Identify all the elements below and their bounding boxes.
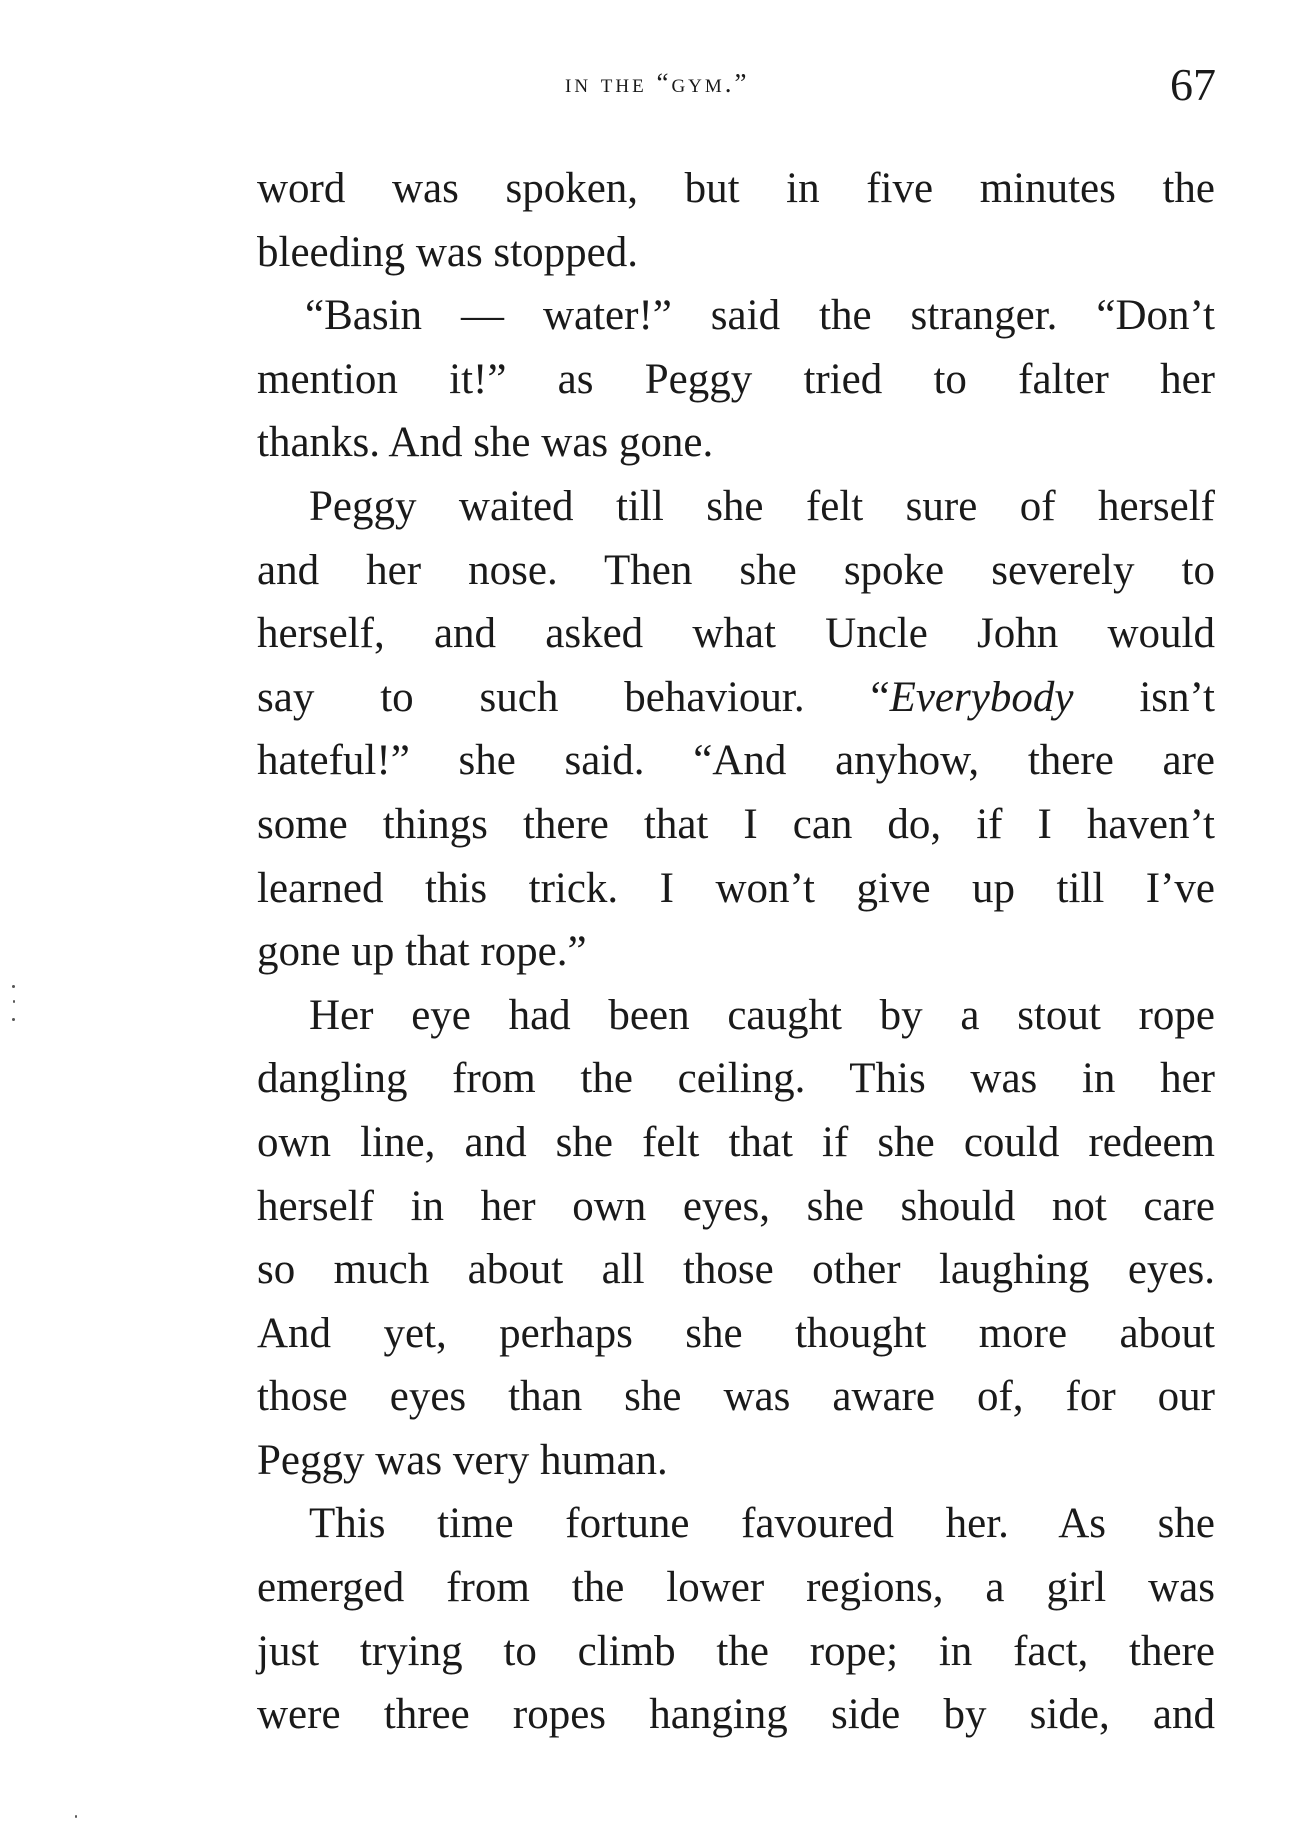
- page-number: 67: [1170, 59, 1216, 110]
- paragraph-2: [257, 284, 1215, 475]
- text-line: And yet, perhaps she thought more about: [257, 1309, 1215, 1357]
- text-line: and her nose. Then she spoke severely to: [257, 546, 1215, 594]
- text-line: dangling from the ceiling. This was in her: [257, 1055, 1215, 1103]
- text-line: were three ropes hanging side by side, and: [257, 1691, 1215, 1739]
- paragraph-4: [257, 984, 1215, 1493]
- text-line: bleeding was stopped.: [257, 228, 638, 276]
- paragraph-3: [257, 475, 1215, 984]
- text-line: so much about all those other laughing eyes.: [257, 1246, 1215, 1294]
- scan-speck: [12, 985, 15, 988]
- text-line: herself, and asked what Uncle John would: [257, 610, 1215, 658]
- text-line: Peggy waited till she felt sure of herself: [309, 482, 1215, 530]
- text-line: gone up that rope.”: [257, 928, 587, 976]
- text-line: “Basin — water!” said the stranger. “Don’t: [305, 292, 1215, 340]
- text-line: Peggy was very human.: [257, 1436, 668, 1484]
- paragraph-1: [257, 157, 1215, 284]
- text-line: mention it!” as Peggy tried to falter her: [257, 355, 1215, 403]
- text-line: thanks. And she was gone.: [257, 419, 714, 467]
- text-line: learned this trick. I won’t give up till I’ve: [257, 864, 1215, 912]
- body-text: [257, 157, 1215, 1747]
- running-head-title: in the “gym.”: [565, 68, 750, 98]
- scan-speck: [12, 1018, 15, 1021]
- text-line: Her eye had been caught by a stout rope: [309, 991, 1215, 1039]
- text-line: own line, and she felt that if she could redeem: [257, 1118, 1215, 1166]
- text-line: hateful!” she said. “And anyhow, there are: [257, 737, 1215, 785]
- scan-speck: [75, 1815, 77, 1818]
- text-line: word was spoken, but in five minutes the: [257, 165, 1215, 212]
- text-line: This time fortune favoured her. As she: [309, 1500, 1215, 1548]
- text-line: herself in her own eyes, she should not care: [257, 1182, 1215, 1230]
- emphasis: Everybody: [889, 673, 1074, 721]
- text-line: emerged from the lower regions, a girl was: [257, 1564, 1215, 1612]
- text-line: just trying to climb the rope; in fact, there: [257, 1627, 1215, 1675]
- text-line: say to such behaviour. “Everybody isn’t: [257, 673, 1215, 721]
- text-line: some things there that I can do, if I haven’t: [257, 800, 1215, 848]
- scan-speck: [13, 1000, 15, 1003]
- paragraph-5: [257, 1492, 1215, 1746]
- text-line: those eyes than she was aware of, for our: [257, 1373, 1215, 1421]
